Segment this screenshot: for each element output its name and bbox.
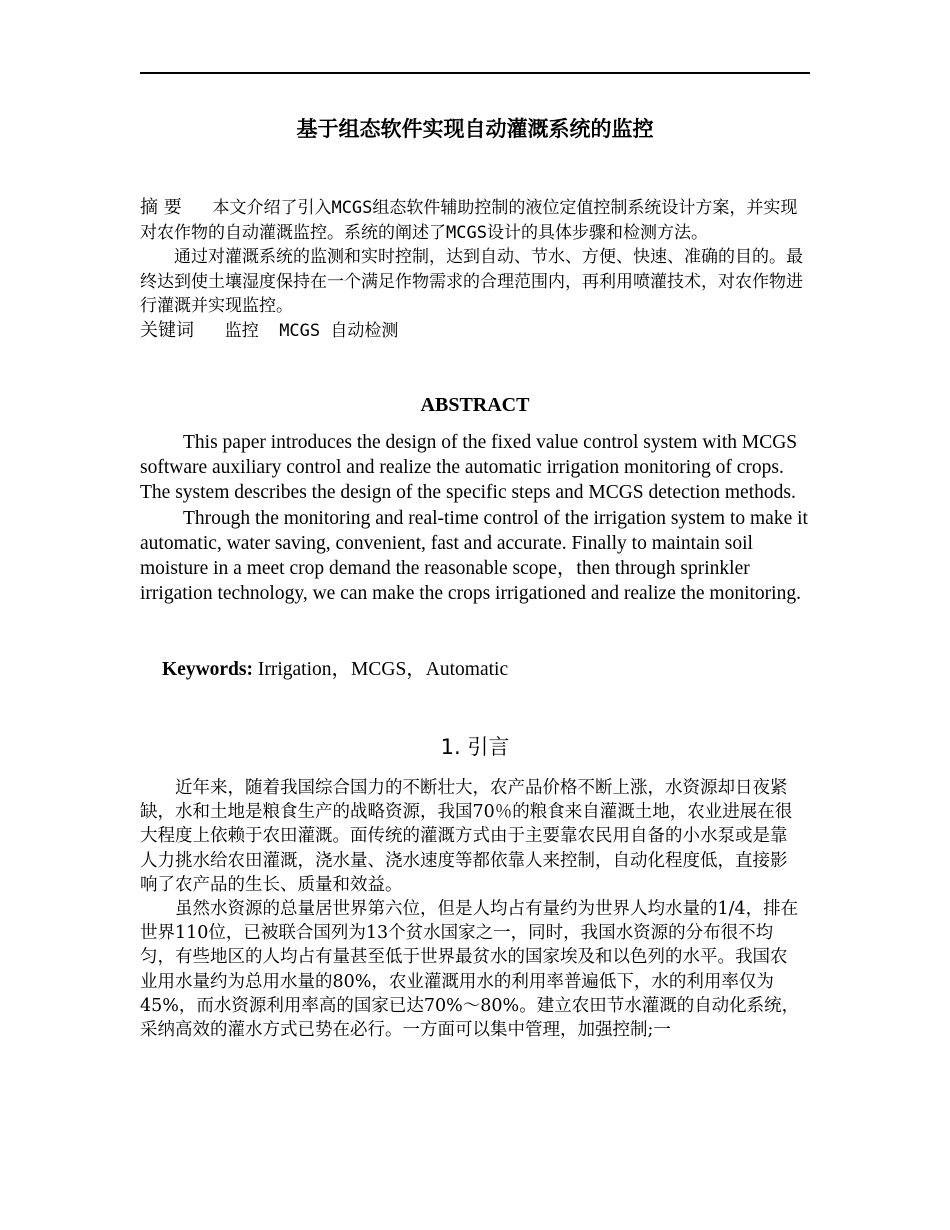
introduction-body [140,776,800,1042]
english-abstract [140,430,812,606]
intro-paragraph-2: 虽然水资源的总量居世界第六位，但是人均占有量约为世界人均水量的1/4，排在世界110位，已被联合国列为13个贫水国家之一，同时，我国水资源的分布很不均匀，有些地区的人均占有量甚至低于世界最贫水的国家埃及和以色列的水平。我国农业用水量约为总用水量的80%，农业灌溉用水的利用率普遍低下，水的利用率仅为45%，而水资源利用率高的国家已达70%～80%。建立农田节水灌溉的自动化系统，采纳高效的灌水方式已势在必行。一方面可以集中管理，加强控制;一 [140,899,800,1041]
section-heading-introduction: 1. 引言 [440,735,510,759]
cn-keywords-line [140,319,810,344]
abstract-heading: ABSTRACT [420,394,530,416]
cn-keywords-label: 关键词 [140,319,194,341]
cn-abstract-paragraph-1 [140,196,810,245]
cn-abstract-paragraph-2: 通过对灌溉系统的监测和实时控制，达到自动、节水、方便、快速、准确的目的。最终达到使土壤湿度保持在一个满足作物需求的合理范围内，再利用喷灌技术，对农作物进行灌溉并实现监控。 [140,247,803,316]
cn-abstract-text-1: 本文介绍了引入MCGS组态软件辅助控制的液位定值控制系统设计方案，并实现对农作物的自动灌溉监控。系统的阐述了MCGS设计的具体步骤和检测方法。 [140,198,798,243]
en-abstract-paragraph-1: This paper introduces the design of the fixed value control system with MCGS software auxiliary control and realize the automatic irrigation monitoring of crops. The system describes the design of the specific steps and MCGS detection methods. [140,432,798,504]
en-keywords: Irrigation，MCGS，Automatic [257,659,509,680]
cn-abstract-label: 摘 要 [140,197,182,218]
top-rule [140,72,810,74]
en-keywords-line [162,657,802,682]
paper-title: 基于组态软件实现自动灌溉系统的监控 [296,117,654,141]
cn-keywords: 监控 MCGS 自动检测 [224,320,399,341]
en-keywords-label: Keywords: [162,659,253,680]
chinese-abstract [140,196,810,343]
intro-paragraph-1: 近年来，随着我国综合国力的不断壮大，农产品价格不断上涨，水资源却日夜紧缺，水和土地是粮食生产的战略资源，我国70％的粮食来自灌溉土地，农业进展在很大程度上依赖于农田灌溉。面传统的灌溉方式由于主要靠农民用自备的小水泵或是靠人力挑水给农田灌溉，浇水量、浇水速度等都依靠人来控制，自动化程度低，直接影响了农产品的生长、质量和效益。 [140,778,793,895]
en-abstract-paragraph-2: Through the monitoring and real-time control of the irrigation system to make it automatic, water saving, convenient, fast and accurate. Finally to maintain soil moisture in a meet crop demand the reasonable scope，then through sprinkler irrigation technology, we can make the crops irrigationed and realize the monitoring. [140,507,808,605]
